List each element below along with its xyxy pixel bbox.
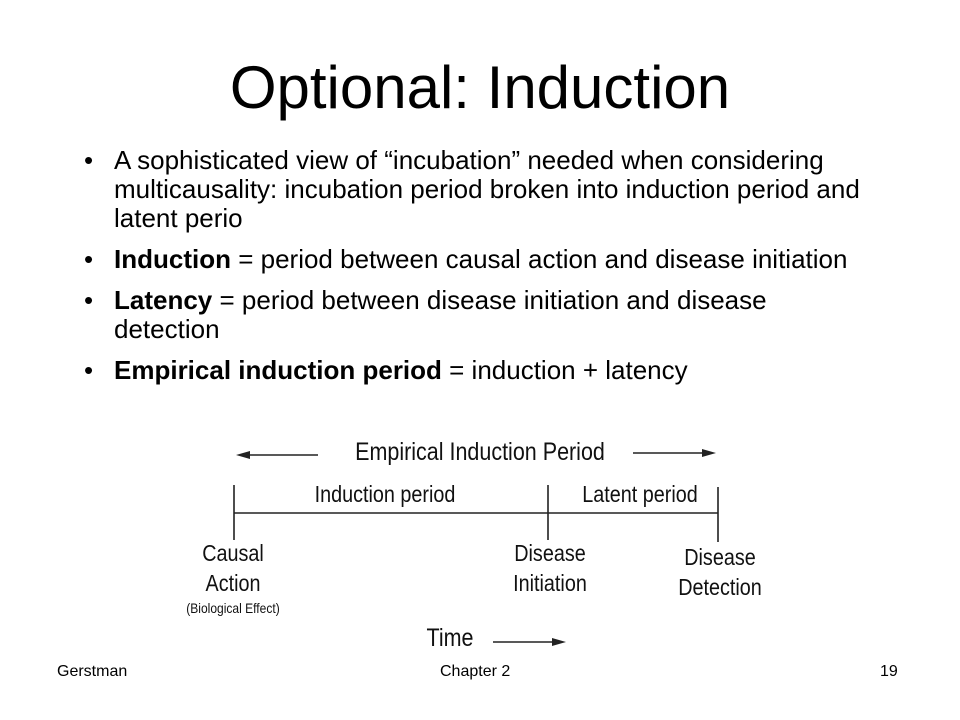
disease-initiation-line1: Disease xyxy=(514,540,586,566)
disease-detection-line2: Detection xyxy=(678,574,762,600)
bullet-item xyxy=(84,356,874,385)
bullet-item xyxy=(84,245,874,274)
bullet-text: = induction + latency xyxy=(441,355,688,385)
disease-detection-line1: Disease xyxy=(684,544,756,570)
bullet-bold: Empirical induction period xyxy=(114,355,442,385)
footer-chapter: Chapter 2 xyxy=(440,663,511,680)
footer-page-number: 19 xyxy=(880,663,898,680)
induction-timeline-diagram xyxy=(0,430,960,660)
empirical-induction-label: Empirical Induction Period xyxy=(355,438,605,466)
latent-period-label: Latent period xyxy=(582,481,698,507)
disease-initiation-line2: Initiation xyxy=(513,570,587,596)
bullet-bold: Latency xyxy=(114,285,213,315)
slide-title: Optional: Induction xyxy=(229,54,731,121)
disease-detection-label xyxy=(664,542,776,602)
biological-effect-label: (Biological Effect) xyxy=(186,600,280,616)
footer-author: Gerstman xyxy=(57,663,128,680)
disease-initiation-label xyxy=(494,538,606,598)
time-label: Time xyxy=(426,624,474,652)
left-arrowhead xyxy=(236,451,250,459)
bullet-text: = period between disease initiation and disease detection xyxy=(114,285,767,344)
time-arrowhead xyxy=(552,638,566,646)
bullet-item xyxy=(84,286,874,344)
bullet-item xyxy=(84,146,874,233)
right-arrowhead xyxy=(702,449,716,457)
causal-action-line1: Causal xyxy=(202,540,264,566)
bullet-bold: Induction xyxy=(114,244,231,274)
causal-action-label xyxy=(177,538,289,598)
bullet-list xyxy=(84,146,874,397)
bullet-text: = period between causal action and disease initiation xyxy=(230,244,848,274)
induction-period-label: Induction period xyxy=(314,481,456,507)
bullet-text: A sophisticated view of “incubation” needed when considering multicausality: incubation period broken into induction period and latent perio xyxy=(114,145,860,233)
causal-action-line2: Action xyxy=(205,570,261,596)
